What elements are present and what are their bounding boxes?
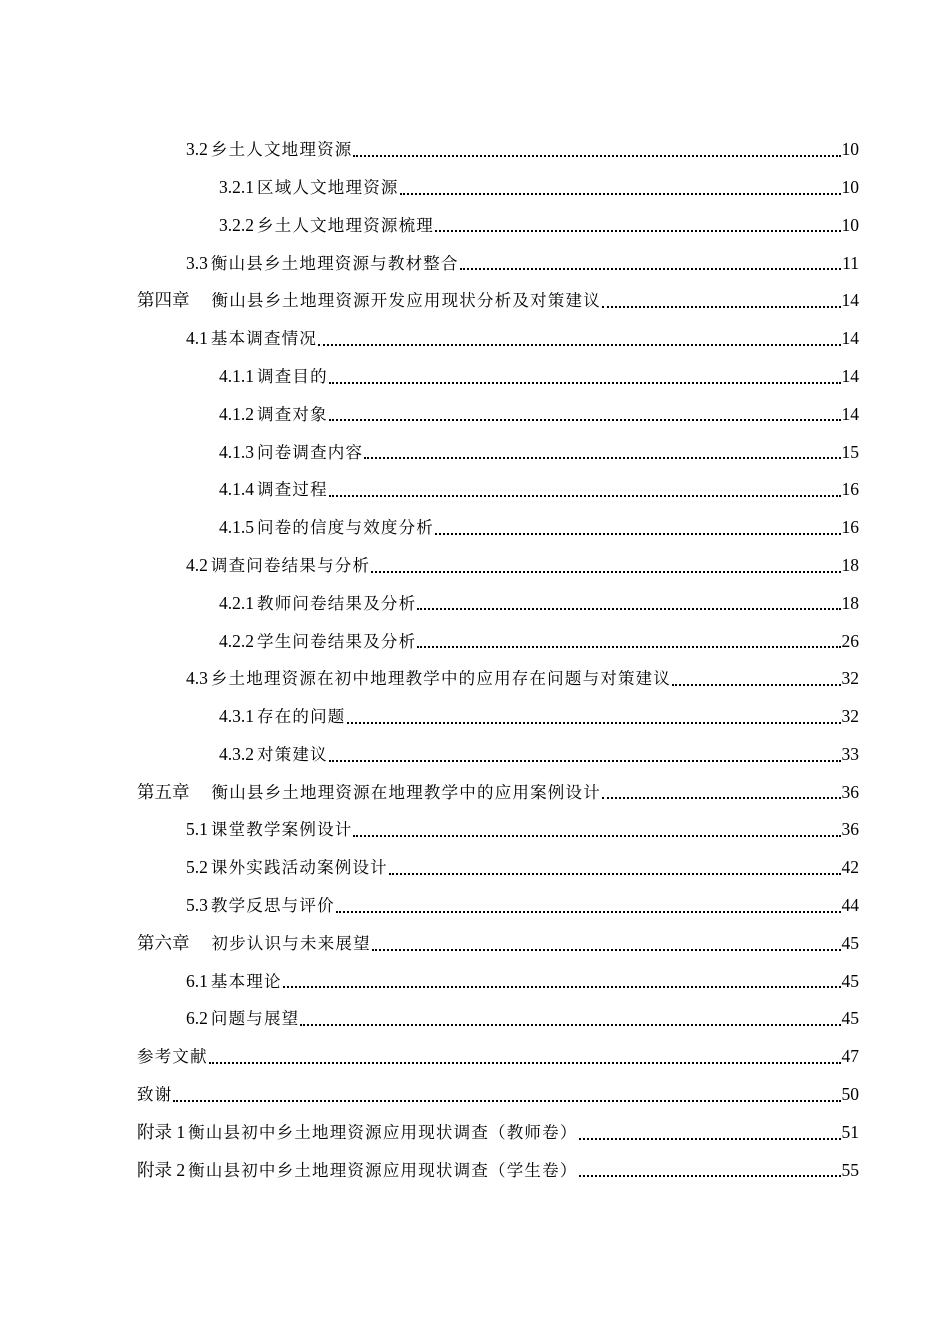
dot-leader [435, 533, 841, 535]
toc-entry-number: 4.2 [186, 554, 208, 575]
toc-entry-label [219, 403, 328, 424]
toc-entry[interactable] [0, 1152, 950, 1190]
toc-entry-label [219, 743, 328, 764]
toc-entry-page: 14 [841, 328, 859, 349]
toc-entry-label [137, 1048, 208, 1066]
dot-leader [300, 1024, 840, 1026]
toc-entry-title: 课外实践活动案例设计 [210, 858, 388, 878]
toc-entry-title: 初步认识与未来展望 [211, 933, 371, 953]
toc-entry-page: 55 [841, 1159, 859, 1180]
toc-entry-number: 4.3.1 [219, 706, 254, 727]
dot-leader [364, 457, 840, 459]
toc-entry-title: 教师问卷结果及分析 [257, 593, 417, 613]
toc-entry-title: 衡山县乡土地理资源在地理教学中的应用案例设计 [211, 782, 601, 802]
toc-entry-page: 16 [841, 517, 859, 538]
toc-entry-label [219, 708, 346, 726]
toc-entry[interactable] [0, 887, 950, 925]
toc-entry-label [186, 554, 371, 575]
dot-leader [336, 911, 841, 913]
toc-entry-label [186, 330, 317, 348]
toc-entry-label [219, 365, 328, 386]
toc-entry-label [137, 1086, 172, 1104]
toc-entry[interactable] [0, 433, 950, 471]
toc-entry-number: 4.1.5 [219, 517, 254, 538]
toc-entry-label [186, 821, 352, 839]
toc-entry-page: 50 [841, 1084, 859, 1105]
dot-leader [372, 949, 841, 951]
toc-entry-number: 5.2 [186, 857, 208, 878]
toc-entry-title: 乡土地理资源在初中地理教学中的应用存在问题与对策建议 [210, 669, 672, 689]
toc-entry-page: 47 [841, 1046, 859, 1067]
toc-entry-page: 36 [841, 781, 859, 802]
toc-entry[interactable] [0, 736, 950, 774]
toc-entry-page: 45 [841, 932, 859, 953]
toc-entry-title: 问卷调查内容 [257, 442, 364, 462]
toc-entry-page: 14 [841, 403, 859, 424]
dot-leader [417, 646, 840, 648]
toc-entry-number: 4.3 [186, 668, 208, 689]
toc-entry-title: 对策建议 [257, 744, 328, 764]
toc-entry-page: 32 [841, 668, 859, 689]
toc-entry-title: 衡山县乡土地理资源开发应用现状分析及对策建议 [211, 291, 601, 311]
toc-entry[interactable] [0, 849, 950, 887]
toc-entry-label [137, 932, 371, 953]
toc-entry-number: 4.3.2 [219, 743, 254, 764]
toc-entry-label [137, 292, 601, 310]
toc-entry-page: 14 [841, 365, 859, 386]
dot-leader [435, 230, 841, 232]
toc-entry-page: 15 [841, 441, 859, 462]
toc-entry-number: 4.2.1 [219, 592, 254, 613]
toc-entry-title: 衡山县初中乡土地理资源应用现状调查（教师卷） [188, 1122, 578, 1142]
toc-entry-label [137, 1159, 578, 1180]
toc-entry-number: 4.1.1 [219, 365, 254, 386]
toc-entry-number: 第五章 [137, 781, 190, 802]
toc-entry-title: 学生问卷结果及分析 [257, 631, 417, 651]
toc-entry-label [186, 897, 335, 915]
toc-entry[interactable] [0, 811, 950, 849]
toc-entry-title: 衡山县初中乡土地理资源应用现状调查（学生卷） [188, 1160, 578, 1180]
toc-entry-number: 附录 1 [137, 1121, 186, 1142]
toc-entry-label [186, 141, 352, 159]
toc-entry[interactable] [0, 1114, 950, 1152]
toc-entry-page: 33 [841, 743, 859, 764]
toc-entry-number: 5.1 [186, 819, 208, 840]
dot-leader [400, 193, 841, 195]
toc-entry-label [186, 859, 388, 877]
toc-entry-number: 3.2 [186, 139, 208, 160]
dot-leader [371, 571, 840, 573]
dot-leader [329, 760, 841, 762]
toc-entry-label [186, 970, 282, 991]
toc-entry-title: 衡山县乡土地理资源与教材整合 [210, 253, 459, 273]
toc-entry-page: 16 [841, 479, 859, 500]
dot-leader [329, 382, 841, 384]
toc-entry-title: 问题与展望 [210, 1009, 300, 1029]
dot-leader [318, 344, 840, 346]
toc-entry-page: 45 [841, 1008, 859, 1029]
toc-entry-number: 5.3 [186, 895, 208, 916]
toc-entry-number: 3.3 [186, 252, 208, 273]
toc-entry-page: 10 [841, 139, 859, 160]
dot-leader [347, 722, 841, 724]
toc-entry-page: 45 [841, 970, 859, 991]
dot-leader [173, 1100, 840, 1102]
dot-leader [329, 495, 841, 497]
toc-entry-label [219, 481, 328, 499]
dot-leader [283, 986, 841, 988]
toc-entry-title: 致谢 [137, 1085, 173, 1105]
toc-entry-page: 26 [841, 630, 859, 651]
toc-entry-title: 乡土人文地理资源梳理 [257, 215, 434, 235]
toc-entry-label [219, 441, 364, 462]
table-of-contents [0, 131, 950, 1189]
toc-entry-page: 10 [841, 214, 859, 235]
toc-entry-label [186, 252, 459, 273]
toc-entry-title: 教学反思与评价 [210, 896, 335, 916]
toc-entry-label [219, 176, 399, 197]
toc-entry-title: 调查过程 [257, 480, 328, 500]
toc-entry-page: 11 [842, 252, 859, 273]
toc-entry[interactable] [0, 207, 950, 245]
toc-entry-page: 44 [841, 895, 859, 916]
toc-entry-number: 4.1.3 [219, 441, 254, 462]
toc-entry-title: 区域人文地理资源 [257, 177, 399, 197]
toc-entry-number: 4.1 [186, 328, 208, 349]
toc-entry-title: 调查问卷结果与分析 [210, 555, 371, 575]
dot-leader [579, 1138, 841, 1140]
toc-entry[interactable] [0, 925, 950, 963]
toc-entry[interactable] [0, 509, 950, 547]
toc-entry[interactable] [0, 1000, 950, 1038]
toc-entry-page: 51 [841, 1121, 859, 1142]
toc-entry-label [219, 592, 417, 613]
toc-entry[interactable] [0, 585, 950, 623]
toc-entry-number: 第四章 [137, 290, 190, 311]
toc-entry-label [186, 1010, 299, 1028]
toc-entry-label [219, 519, 434, 537]
toc-entry-page: 42 [841, 857, 859, 878]
toc-entry-title: 乡土人文地理资源 [210, 140, 353, 160]
toc-entry-number: 附录 2 [137, 1159, 186, 1180]
toc-entry[interactable] [0, 396, 950, 434]
dot-leader [602, 306, 841, 308]
toc-entry[interactable] [0, 471, 950, 509]
toc-entry-label [137, 781, 601, 802]
toc-entry[interactable] [0, 358, 950, 396]
toc-entry-page: 10 [841, 176, 859, 197]
toc-entry-title: 调查目的 [257, 366, 328, 386]
toc-entry-page: 32 [841, 706, 859, 727]
toc-entry[interactable] [0, 660, 950, 698]
toc-entry-number: 4.1.4 [219, 479, 254, 500]
toc-entry-number: 4.2.2 [219, 630, 254, 651]
toc-entry[interactable] [0, 1038, 950, 1076]
toc-entry[interactable] [0, 320, 950, 358]
dot-leader [389, 873, 841, 875]
toc-entry-title: 基本理论 [210, 971, 282, 991]
toc-entry[interactable] [0, 547, 950, 585]
toc-entry[interactable] [0, 131, 950, 169]
dot-leader [672, 684, 840, 686]
toc-entry[interactable] [0, 963, 950, 1001]
toc-entry-label [186, 670, 671, 688]
toc-entry[interactable] [0, 169, 950, 207]
toc-entry-label [219, 630, 417, 651]
toc-entry-label [137, 1121, 578, 1142]
toc-entry-page: 36 [841, 819, 859, 840]
dot-leader [602, 797, 841, 799]
toc-entry-title: 课堂教学案例设计 [210, 820, 353, 840]
toc-entry[interactable] [0, 622, 950, 660]
dot-leader [579, 1175, 841, 1177]
toc-entry-label [219, 214, 434, 235]
toc-entry-number: 3.2.1 [219, 176, 254, 197]
dot-leader [417, 608, 840, 610]
toc-entry-title: 参考文献 [137, 1047, 208, 1067]
toc-entry-title: 存在的问题 [257, 707, 346, 727]
toc-entry[interactable] [0, 698, 950, 736]
toc-entry-page: 18 [841, 554, 859, 575]
dot-leader [353, 835, 840, 837]
toc-entry-title: 问卷的信度与效度分析 [257, 518, 434, 538]
dot-leader [209, 1062, 841, 1064]
toc-entry-page: 14 [841, 290, 859, 311]
toc-entry-number: 4.1.2 [219, 403, 254, 424]
toc-entry[interactable] [0, 774, 950, 812]
toc-entry-page: 18 [841, 592, 859, 613]
toc-entry[interactable] [0, 244, 950, 282]
toc-entry-number: 3.2.2 [219, 214, 254, 235]
toc-entry-number: 6.2 [186, 1008, 208, 1029]
toc-entry-number: 6.1 [186, 970, 208, 991]
dot-leader [353, 155, 840, 157]
toc-entry[interactable] [0, 282, 950, 320]
dot-leader [460, 268, 841, 270]
dot-leader [329, 419, 841, 421]
toc-entry-title: 基本调查情况 [210, 329, 318, 349]
toc-entry[interactable] [0, 1076, 950, 1114]
toc-entry-title: 调查对象 [257, 404, 328, 424]
toc-entry-number: 第六章 [137, 932, 190, 953]
